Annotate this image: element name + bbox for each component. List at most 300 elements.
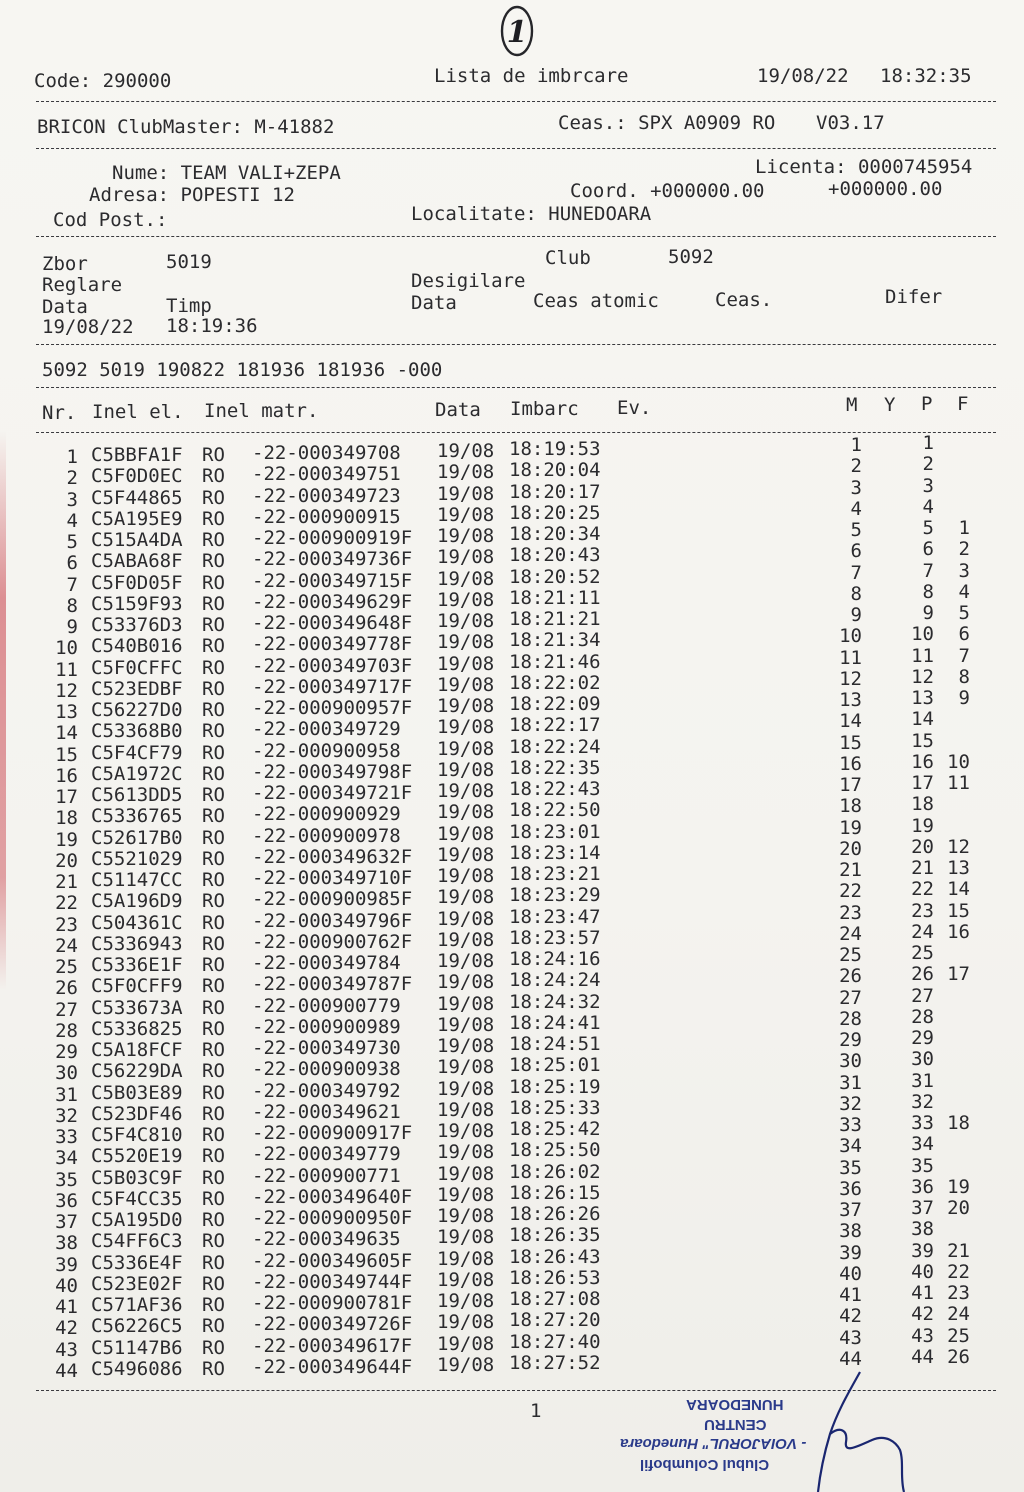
rank-p: 35 [911, 1154, 934, 1177]
arrival-time: 18:20:25 [509, 501, 601, 524]
country-code: RO [202, 1187, 225, 1210]
rank-f: 20 [947, 1197, 970, 1219]
reglare-label: Reglare [42, 274, 123, 296]
arrival-date: 19/08 [437, 780, 495, 802]
rank-m: 21 [839, 859, 862, 881]
arrival-time: 18:23:29 [509, 884, 601, 907]
arrival-time: 18:26:15 [509, 1181, 601, 1204]
rank-f: 11 [947, 772, 970, 794]
arrival-time: 18:24:32 [509, 990, 601, 1013]
arrival-time: 18:24:16 [509, 948, 601, 970]
ring-number: -22-000349721F [252, 782, 413, 804]
country-code: RO [202, 1039, 225, 1061]
rank-m: 31 [839, 1071, 862, 1094]
ring-number: -22-000349723 [252, 484, 401, 507]
rank-p: 32 [911, 1090, 934, 1113]
rank-p: 43 [911, 1324, 934, 1347]
country-code: RO [202, 720, 225, 743]
rank-f: 5 [958, 602, 970, 624]
row-number: 4 [66, 509, 78, 532]
arrival-time: 18:25:33 [509, 1096, 601, 1119]
rank-m: 43 [839, 1326, 862, 1349]
rank-m: 22 [839, 880, 862, 903]
country-code: RO [202, 869, 225, 891]
rank-m: 33 [839, 1114, 862, 1136]
rank-f: 2 [958, 538, 970, 561]
rank-p: 1 [922, 432, 934, 454]
arrival-date: 19/08 [437, 758, 495, 781]
ring-number: -22-000349644F [252, 1355, 413, 1378]
rank-p: 29 [911, 1027, 934, 1049]
ring-number: -22-000349729 [252, 718, 401, 741]
row-number: 12 [55, 679, 78, 702]
ring-number: -22-000349796F [252, 909, 413, 932]
rank-m: 18 [839, 795, 862, 818]
rank-p: 18 [911, 793, 934, 816]
country-code: RO [202, 1251, 225, 1274]
country-code: RO [202, 1124, 225, 1146]
arrival-date: 19/08 [437, 737, 495, 760]
ring-number: -22-000349640F [252, 1185, 413, 1208]
rank-f: 26 [947, 1345, 970, 1368]
rank-m: 35 [839, 1156, 862, 1179]
arrival-date: 19/08 [437, 950, 495, 972]
arrival-date: 19/08 [437, 610, 495, 632]
divider [36, 344, 996, 345]
rank-m: 28 [839, 1007, 862, 1030]
owner-coord-value: +000000.00 [828, 178, 943, 200]
ring-number: -22-000900917F [252, 1122, 413, 1144]
electronic-ring: C5F4C810 [91, 1124, 183, 1146]
country-code: RO [202, 741, 225, 764]
rank-p: 36 [911, 1175, 934, 1198]
arrival-time: 18:26:53 [509, 1266, 601, 1289]
country-code: RO [202, 1060, 225, 1083]
arrival-date: 19/08 [437, 801, 495, 824]
rank-f: 13 [947, 857, 970, 879]
reglare-time: 18:19:36 [166, 315, 258, 337]
country-code: RO [202, 529, 225, 551]
row-number: 15 [55, 743, 78, 766]
arrival-time: 18:19:53 [509, 438, 601, 460]
rank-f: 7 [958, 644, 970, 667]
col-p: P [921, 393, 933, 415]
ring-number: -22-000349629F [252, 590, 413, 613]
arrival-time: 18:25:42 [509, 1118, 601, 1140]
ring-number: -22-000349621 [252, 1100, 401, 1123]
country-code: RO [202, 1209, 225, 1231]
arrival-time: 18:23:01 [509, 820, 601, 843]
divider [36, 387, 996, 388]
arrival-time: 18:21:21 [509, 608, 601, 630]
row-number: 36 [55, 1189, 78, 1212]
arrival-time: 18:21:34 [509, 629, 601, 652]
arrival-date: 19/08 [437, 525, 495, 547]
ring-number: -22-000349798F [252, 760, 413, 783]
rank-f: 19 [947, 1175, 970, 1198]
electronic-ring: C5BBFA1F [91, 444, 183, 466]
row-number: 21 [55, 871, 78, 893]
rank-f: 18 [947, 1112, 970, 1134]
row-number: 29 [55, 1041, 78, 1063]
country-code: RO [202, 550, 225, 573]
rank-f: 16 [947, 920, 970, 943]
arrival-time: 18:22:35 [509, 756, 601, 779]
owner-coord-label: Coord. +000000.00 [570, 180, 765, 202]
row-number: 31 [55, 1083, 78, 1106]
rank-p: 26 [911, 963, 934, 986]
arrival-date: 19/08 [437, 1247, 495, 1270]
row-number: 14 [55, 722, 78, 745]
zbor-label: Zbor [42, 253, 88, 275]
arrival-time: 18:27:40 [509, 1330, 601, 1353]
arrival-date: 19/08 [437, 843, 495, 866]
row-number: 17 [55, 786, 78, 808]
flight-summary: 5092 5019 190822 181936 181936 -000 [42, 359, 443, 381]
country-code: RO [202, 592, 225, 615]
owner-address: Adresa: POPESTI 12 [89, 184, 295, 206]
arrival-date: 19/08 [437, 440, 495, 462]
electronic-ring: C5F0CFF9 [91, 975, 183, 998]
ring-number: -22-000900929 [252, 803, 401, 826]
country-code: RO [202, 1166, 225, 1189]
rank-p: 24 [911, 920, 934, 943]
owner-name: Nume: TEAM VALI+ZEPA [112, 162, 341, 184]
print-time: 18:32:35 [880, 65, 972, 87]
arrival-date: 19/08 [437, 1183, 495, 1206]
row-number: 32 [55, 1104, 78, 1127]
arrival-time: 18:27:08 [509, 1288, 601, 1310]
rank-p: 8 [922, 580, 934, 603]
arrival-date: 19/08 [437, 1098, 495, 1121]
rank-f: 6 [958, 623, 970, 646]
ring-number: -22-000349617F [252, 1334, 413, 1357]
owner-locality: Localitate: HUNEDOARA [411, 203, 652, 225]
arrival-date: 19/08 [437, 588, 495, 611]
row-number: 3 [66, 488, 78, 511]
rank-f: 22 [947, 1260, 970, 1283]
ring-number: -22-000349744F [252, 1270, 413, 1293]
ring-number: -22-000349635 [252, 1228, 401, 1251]
ring-number: -22-000900771 [252, 1164, 401, 1187]
rank-p: 33 [911, 1112, 934, 1134]
electronic-ring: C5520E19 [91, 1145, 183, 1168]
rank-p: 11 [911, 644, 934, 667]
row-number: 28 [55, 1019, 78, 1042]
rank-p: 20 [911, 835, 934, 858]
arrival-time: 18:24:51 [509, 1033, 601, 1055]
country-code: RO [202, 677, 225, 700]
print-date: 19/08/22 [757, 65, 849, 87]
data-label: Data [42, 296, 88, 318]
rank-p: 41 [911, 1282, 934, 1304]
arrival-date: 19/08 [437, 1013, 495, 1036]
country-code: RO [202, 1315, 225, 1338]
rank-f: 1 [958, 517, 970, 539]
arrival-time: 18:21:11 [509, 586, 601, 609]
country-code: RO [202, 1357, 225, 1380]
arrival-date: 19/08 [437, 907, 495, 930]
ring-number: -22-000349726F [252, 1313, 413, 1336]
rank-m: 19 [839, 816, 862, 839]
row-number: 38 [55, 1232, 78, 1255]
handwritten-page-number [497, 2, 537, 58]
divider [36, 432, 996, 433]
divider [36, 148, 996, 149]
arrival-date: 19/08 [437, 673, 495, 696]
rank-m: 27 [839, 986, 862, 1009]
arrival-date: 19/08 [437, 482, 495, 505]
row-number: 10 [55, 637, 78, 660]
rank-m: 23 [839, 901, 862, 924]
country-code: RO [202, 826, 225, 849]
arrival-date: 19/08 [437, 716, 495, 739]
rank-m: 36 [839, 1177, 862, 1200]
country-code: RO [202, 1017, 225, 1040]
arrival-date: 19/08 [437, 1205, 495, 1227]
electronic-ring: C5A1972C [91, 762, 183, 785]
rank-m: 17 [839, 774, 862, 796]
ring-number: -22-000900957F [252, 697, 413, 719]
row-number: 19 [55, 828, 78, 851]
electronic-ring: C56229DA [91, 1060, 183, 1083]
country-code: RO [202, 614, 225, 636]
rank-m: 24 [839, 922, 862, 945]
ring-number: -22-000349730 [252, 1037, 401, 1059]
rank-m: 3 [850, 476, 862, 499]
rank-m: 20 [839, 837, 862, 860]
row-number: 25 [55, 956, 78, 978]
rank-p: 42 [911, 1303, 934, 1326]
col-ring: Inel el. [92, 401, 184, 423]
ring-number: -22-000349648F [252, 612, 413, 634]
rank-p: 22 [911, 878, 934, 901]
country-code: RO [202, 975, 225, 998]
rank-p: 44 [911, 1345, 934, 1368]
divider [36, 101, 996, 102]
rank-m: 1 [850, 434, 862, 456]
arrival-date: 19/08 [437, 567, 495, 590]
country-code: RO [202, 996, 225, 1019]
electronic-ring: C5B03E89 [91, 1081, 183, 1104]
rank-p: 40 [911, 1260, 934, 1283]
electronic-ring: C5ABA68F [91, 550, 183, 573]
arrival-time: 18:20:34 [509, 523, 601, 545]
country-code: RO [202, 1336, 225, 1359]
rank-f: 8 [958, 665, 970, 688]
col-date: Data [435, 399, 481, 421]
arrival-time: 18:20:17 [509, 480, 601, 503]
arrival-time: 18:20:04 [509, 459, 601, 482]
ring-number: -22-000349779 [252, 1143, 401, 1166]
country-code: RO [202, 571, 225, 594]
electronic-ring: C53368B0 [91, 720, 183, 743]
electronic-ring: C5F44865 [91, 486, 183, 509]
arrival-date: 19/08 [437, 928, 495, 951]
row-number: 37 [55, 1211, 78, 1233]
electronic-ring: C5F0D0EC [91, 465, 183, 488]
ring-number: -22-000349708 [252, 442, 401, 464]
arrival-date: 19/08 [437, 546, 495, 569]
rank-f: 21 [947, 1239, 970, 1262]
country-code: RO [202, 762, 225, 785]
country-code: RO [202, 932, 225, 955]
electronic-ring: C5336E1F [91, 954, 183, 976]
arrival-time: 18:23:21 [509, 863, 601, 885]
ring-number: -22-000900978 [252, 824, 401, 847]
row-number: 7 [66, 573, 78, 596]
device-version: V03.17 [816, 112, 885, 134]
rank-m: 42 [839, 1305, 862, 1328]
electronic-ring: C5A196D9 [91, 890, 183, 913]
electronic-ring: C5F0D05F [91, 571, 183, 594]
rank-m: 11 [839, 646, 862, 669]
ring-number: -22-000900779 [252, 994, 401, 1017]
rank-f: 15 [947, 899, 970, 922]
row-number: 27 [55, 998, 78, 1021]
electronic-ring: C5A195E9 [91, 507, 183, 530]
electronic-ring: C5336765 [91, 805, 183, 828]
row-number: 6 [66, 552, 78, 575]
arrival-date: 19/08 [437, 1077, 495, 1100]
row-number: 40 [55, 1274, 78, 1297]
rank-m: 4 [850, 497, 862, 520]
rank-m: 16 [839, 752, 862, 775]
arrival-time: 18:20:43 [509, 544, 601, 567]
device-clock: Ceas.: SPX A0909 RO [558, 112, 776, 134]
arrival-time: 18:26:43 [509, 1245, 601, 1268]
electronic-ring: C56227D0 [91, 699, 183, 721]
row-number: 2 [66, 467, 78, 490]
ring-number: -22-000349792 [252, 1079, 401, 1102]
arrival-time: 18:22:17 [509, 714, 601, 737]
code-label: Code: 290000 [34, 70, 172, 92]
electronic-ring: C5521029 [91, 847, 183, 870]
country-code: RO [202, 465, 225, 488]
arrival-date: 19/08 [437, 1311, 495, 1334]
rank-m: 13 [839, 689, 862, 711]
ring-number: -22-000900938 [252, 1058, 401, 1081]
arrival-time: 18:25:19 [509, 1075, 601, 1098]
rank-m: 38 [839, 1220, 862, 1243]
row-number: 35 [55, 1168, 78, 1191]
timp-label: Timp [166, 295, 212, 317]
ring-number: -22-000349605F [252, 1249, 413, 1272]
stamp-line-club-name: - VOIAJORUL" Hunedoara [620, 1435, 807, 1452]
arrival-time: 18:25:50 [509, 1139, 601, 1162]
stamp-line-city: HUNEDOARA [686, 1396, 784, 1413]
electronic-ring: C51147CC [91, 869, 183, 891]
electronic-ring: C523DF46 [91, 1102, 183, 1125]
stamp-line-club: Clubul Columbofil [640, 1456, 770, 1473]
electronic-ring: C5336E4F [91, 1251, 183, 1274]
row-number: 44 [55, 1359, 78, 1382]
electronic-ring: C52617B0 [91, 826, 183, 849]
country-code: RO [202, 486, 225, 509]
country-code: RO [202, 1230, 225, 1253]
ring-number: -22-000349751 [252, 463, 401, 486]
ring-number: -22-000900985F [252, 888, 413, 911]
country-code: RO [202, 1294, 225, 1316]
row-number: 5 [66, 531, 78, 553]
electronic-ring: C5336943 [91, 932, 183, 955]
row-number: 13 [55, 701, 78, 723]
arrival-time: 18:22:24 [509, 735, 601, 758]
arrival-time: 18:22:50 [509, 799, 601, 822]
arrival-time: 18:27:52 [509, 1351, 601, 1374]
arrival-time: 18:26:26 [509, 1203, 601, 1225]
row-number: 22 [55, 892, 78, 915]
country-code: RO [202, 1102, 225, 1125]
rank-m: 8 [850, 582, 862, 605]
rank-p: 13 [911, 687, 934, 709]
electronic-ring: C5613DD5 [91, 784, 183, 806]
arrival-time: 18:24:24 [509, 969, 601, 992]
list-title: Lista de imbrcare [434, 65, 629, 87]
arrival-time: 18:24:41 [509, 1011, 601, 1034]
arrival-time: 18:25:01 [509, 1054, 601, 1077]
row-number: 33 [55, 1126, 78, 1148]
arrival-time: 18:22:43 [509, 778, 601, 800]
reglare-date: 19/08/22 [42, 316, 134, 338]
rank-p: 38 [911, 1218, 934, 1241]
ring-number: -22-000349710F [252, 867, 413, 889]
ring-number: -22-000349787F [252, 973, 413, 996]
rank-p: 3 [922, 474, 934, 497]
electronic-ring: C571AF36 [91, 1294, 183, 1316]
ring-number: -22-000349715F [252, 569, 413, 592]
rank-p: 23 [911, 899, 934, 922]
arrival-time: 18:20:52 [509, 565, 601, 588]
rank-p: 31 [911, 1069, 934, 1092]
arrival-time: 18:21:46 [509, 650, 601, 673]
ring-number: -22-000349717F [252, 675, 413, 698]
electronic-ring: C523E02F [91, 1272, 183, 1295]
rank-p: 25 [911, 942, 934, 964]
arrival-date: 19/08 [437, 1332, 495, 1355]
rank-m: 34 [839, 1135, 862, 1158]
rank-f: 24 [947, 1303, 970, 1326]
arrival-date: 19/08 [437, 1353, 495, 1376]
page-mark-text: 1 [506, 15, 528, 50]
ceas-label: Ceas. [715, 289, 773, 311]
row-number: 23 [55, 913, 78, 936]
arrival-date: 19/08 [437, 695, 495, 717]
electronic-ring: C51147B6 [91, 1336, 183, 1359]
rank-p: 39 [911, 1239, 934, 1262]
ceas-atomic-label: Ceas atomic [533, 290, 659, 312]
rank-f: 25 [947, 1324, 970, 1347]
rank-m: 39 [839, 1241, 862, 1264]
rank-m: 26 [839, 965, 862, 988]
electronic-ring: C5336825 [91, 1017, 183, 1040]
arrival-date: 19/08 [437, 1268, 495, 1291]
electronic-ring: C54FF6C3 [91, 1230, 183, 1253]
country-code: RO [202, 507, 225, 530]
rank-f: 14 [947, 878, 970, 901]
owner-postal: Cod Post.: [53, 209, 168, 231]
col-nr: Nr. [42, 402, 77, 424]
row-number: 9 [66, 616, 78, 638]
handwritten-signature [800, 1370, 910, 1492]
electronic-ring: C5F0CFFC [91, 656, 183, 679]
ring-number: -22-000900919F [252, 527, 413, 549]
row-number: 26 [55, 977, 78, 1000]
col-mat: Inel matr. [204, 400, 319, 422]
ring-number: -22-000349736F [252, 548, 413, 571]
row-number: 41 [55, 1296, 78, 1318]
country-code: RO [202, 847, 225, 870]
